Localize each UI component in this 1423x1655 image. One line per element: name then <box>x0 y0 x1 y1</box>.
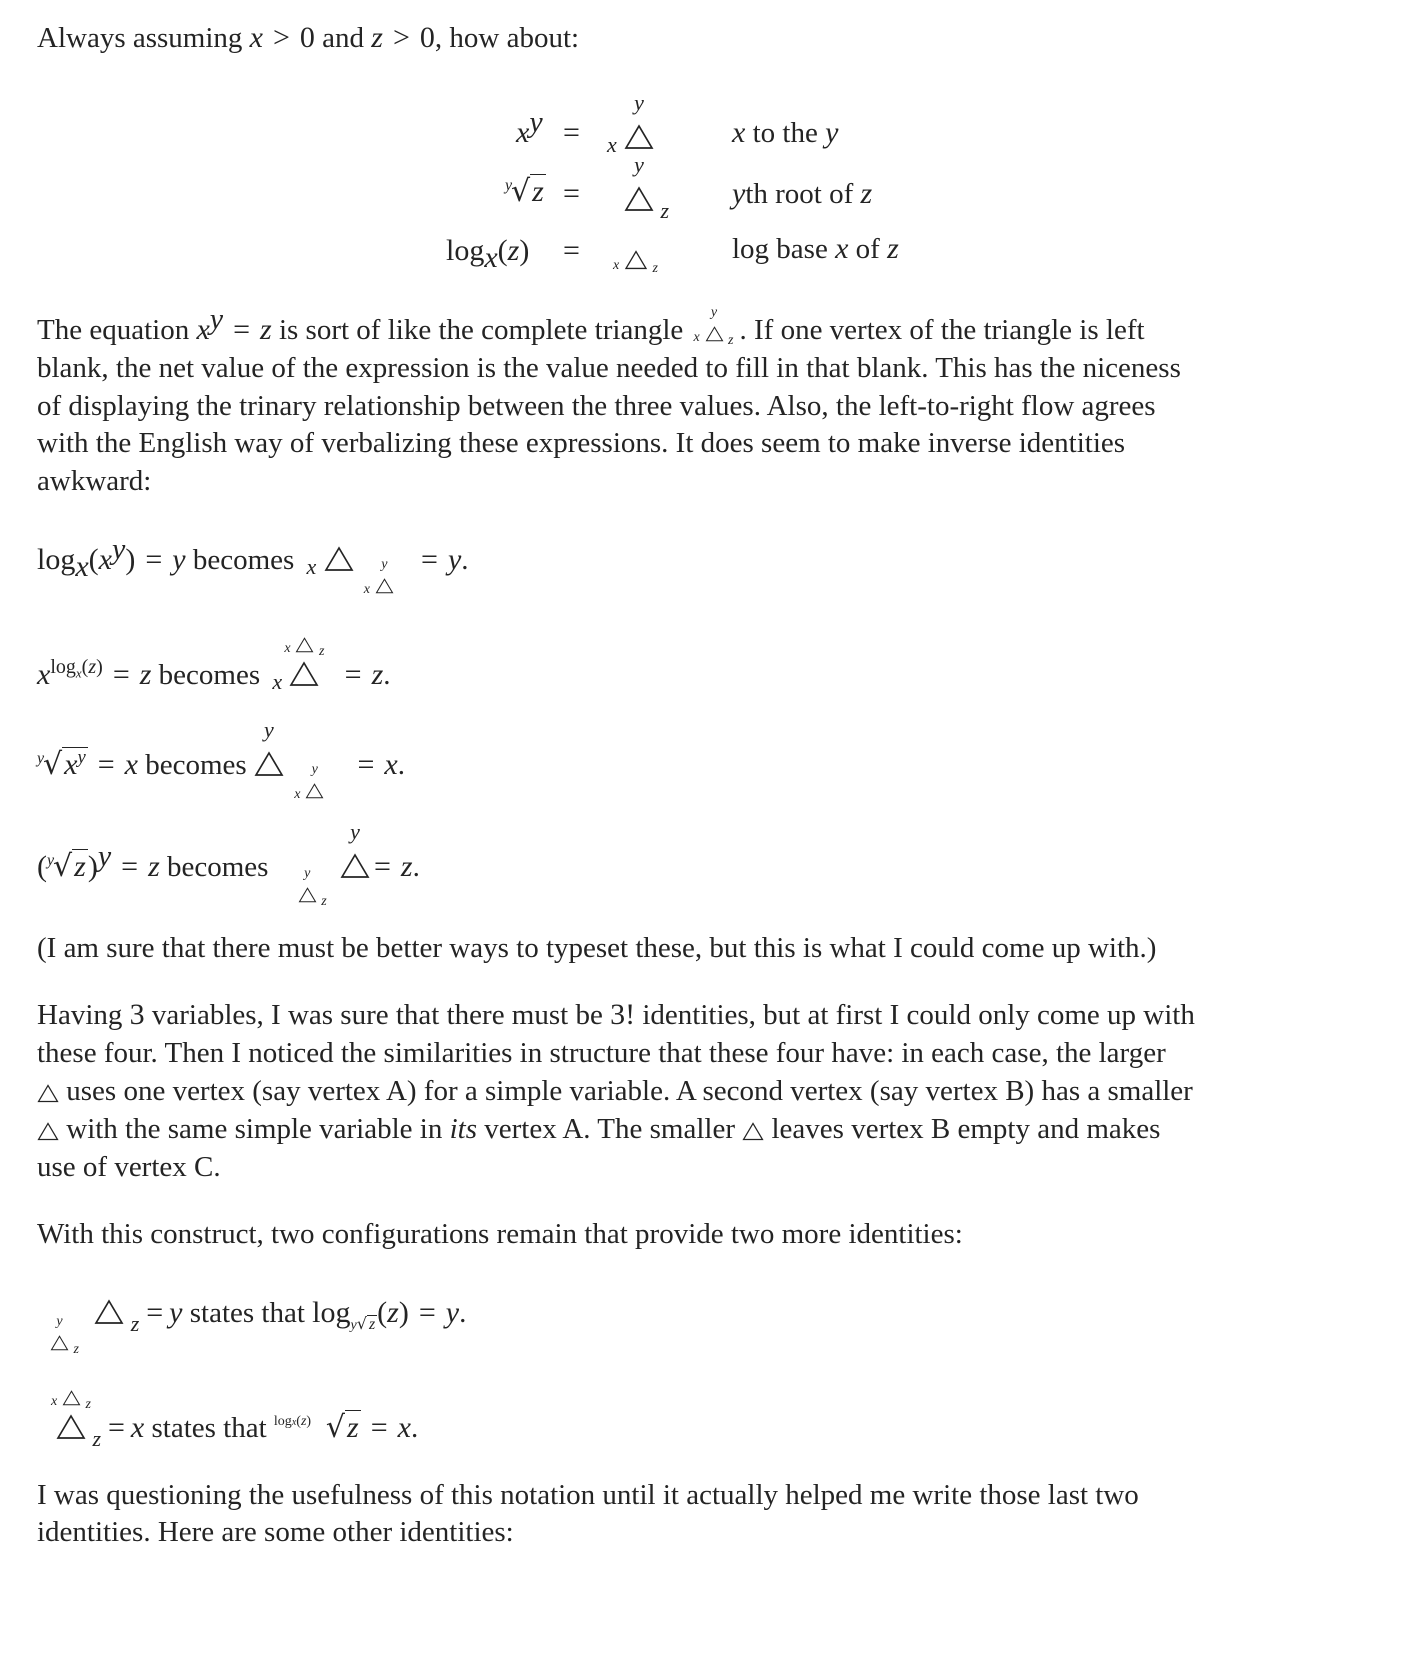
radical-icon: √ <box>43 747 63 782</box>
math-op: > <box>392 21 410 54</box>
paragraph-line: of displaying the trinary relationship between the three values. Also, the left-to-right flow agrees <box>37 390 1156 422</box>
math-var: z <box>371 21 383 54</box>
math-var: y <box>209 302 224 336</box>
text: becomes <box>192 544 295 576</box>
paragraph-line <box>37 1072 1193 1110</box>
triangle-icon <box>94 1299 140 1336</box>
triangle-log <box>613 238 658 278</box>
math-var: z <box>88 656 97 679</box>
paren: ) <box>519 234 530 267</box>
triangle-icon <box>693 305 734 348</box>
math-var: x <box>64 748 78 781</box>
paragraph-line: with the English way of verbalizing these expressions. It does seem to make inverse identities <box>37 427 1126 459</box>
vertex-left: x <box>613 258 620 273</box>
equals: = <box>146 1296 164 1329</box>
paragraph-line <box>37 1110 1160 1148</box>
paragraph-line: awkward: <box>37 465 152 497</box>
root-index: y <box>37 750 45 767</box>
radical-icon: √ <box>53 849 73 884</box>
text: becomes <box>145 749 247 781</box>
paren: ) <box>398 1296 409 1329</box>
text: states that <box>189 1297 305 1329</box>
root-index <box>274 1403 311 1442</box>
paren: ) <box>306 1414 312 1429</box>
lhs-root <box>505 172 546 212</box>
vertex-left: x <box>294 787 301 802</box>
text: identities, but at first I could only come up with <box>642 999 1195 1031</box>
text: states that <box>151 1412 267 1444</box>
paragraph-4: With this construct, two configurations remain that provide two more identities: <box>37 1218 963 1250</box>
text: of <box>855 233 880 265</box>
vertex-top: y <box>56 1314 63 1329</box>
math-var: y <box>529 105 543 139</box>
paragraph-line: identities. Here are some other identities: <box>37 1516 514 1548</box>
paren: ( <box>81 656 89 679</box>
vertex-top: y <box>311 762 318 777</box>
paren: ( <box>497 234 508 267</box>
paren: ( <box>88 543 99 576</box>
paragraph-2: (I am sure that there must be better ways to typeset these, but this is what I could come up with.) <box>37 932 1157 964</box>
math-var: z <box>387 1296 399 1329</box>
vertex-left: x <box>607 132 617 157</box>
paragraph-line <box>37 996 1195 1034</box>
math-var: z <box>400 850 413 883</box>
math-var: x <box>75 549 89 583</box>
math-var: y <box>112 532 126 566</box>
math-var: z <box>260 313 272 346</box>
math-var: y <box>825 116 839 149</box>
text: and <box>322 22 365 54</box>
emphasis: its <box>449 1113 477 1145</box>
math-var: z <box>139 658 152 691</box>
triangle-icon <box>51 1394 101 1451</box>
inner-triangle-icon <box>298 866 327 909</box>
math-fn: log <box>37 543 76 576</box>
period: . <box>410 1412 419 1444</box>
equals: = <box>421 543 438 576</box>
math-var: x <box>516 116 530 149</box>
math-op: > <box>273 21 290 54</box>
vertex-top: y <box>350 819 360 844</box>
math-fn: log <box>273 1414 292 1429</box>
root-index: y <box>505 177 513 194</box>
math-var: x <box>75 665 82 681</box>
math-var: z <box>532 175 544 208</box>
radical <box>505 172 546 212</box>
paragraph-line: blank, the net value of the expression is the value needed to fill in that blank. This has the niceness <box>37 352 1181 384</box>
triangle-icon <box>340 819 370 879</box>
math-var: z <box>371 658 384 691</box>
math-var: x <box>291 1417 297 1428</box>
equals: = <box>108 1411 125 1444</box>
vertex-left: x <box>284 641 291 656</box>
math-var: y <box>445 1296 460 1329</box>
radicand <box>62 747 88 781</box>
inner-triangle-icon <box>294 762 324 802</box>
text: becomes <box>167 851 269 883</box>
paragraph-line <box>37 302 1145 349</box>
equals: = <box>563 234 580 267</box>
vertex-right: z <box>73 1342 79 1357</box>
math-var: y <box>169 1296 183 1329</box>
vertex-left: x <box>51 1394 58 1409</box>
equals: = <box>97 748 115 781</box>
lhs-log <box>446 231 530 274</box>
triangle-icon <box>742 1122 764 1141</box>
reading-power <box>732 113 838 153</box>
equals: = <box>344 658 362 691</box>
paren: ( <box>37 850 47 883</box>
vertex-right: z <box>652 261 658 276</box>
identity-power-root <box>37 819 420 909</box>
equals: = <box>233 313 251 346</box>
math-var: z <box>148 850 160 883</box>
identity-power-log <box>37 641 391 694</box>
text: Having <box>37 999 123 1031</box>
math-num: 3 <box>129 998 145 1031</box>
math-fn: log <box>50 656 76 679</box>
triangle-icon <box>306 546 354 579</box>
math-var: x <box>484 240 498 274</box>
inner-triangle-icon <box>363 557 394 597</box>
log-base-radical <box>350 1313 378 1333</box>
paren: ( <box>377 1296 388 1329</box>
paragraph-line: use of vertex C. <box>37 1151 221 1183</box>
paragraph-line: I was questioning the usefulness of this notation until it actually helped me write those last two <box>37 1479 1139 1511</box>
root-index: y <box>350 1317 357 1333</box>
paren: ( <box>296 1414 301 1429</box>
vertex-right: z <box>85 1397 91 1412</box>
math-var: y <box>732 177 746 210</box>
paragraph-line: these four. Then I noticed the similarities in structure that these four have: in each case, the larger <box>37 1037 1166 1069</box>
vertex-top: y <box>381 557 388 572</box>
math-var: z <box>860 177 873 210</box>
radical <box>37 746 88 784</box>
text: becomes <box>158 659 261 691</box>
vertex-right: z <box>318 644 325 659</box>
period: . <box>397 749 405 781</box>
identity-root-power <box>37 717 405 802</box>
math-var: z <box>507 234 520 267</box>
text: uses one vertex (say vertex A) for a simple variable. A second vertex (say vertex B) has a smaller <box>66 1075 1193 1107</box>
equals: = <box>370 1411 388 1444</box>
math-fn: log <box>312 1296 351 1329</box>
math-var: z <box>300 1414 307 1429</box>
math-fn: log <box>446 234 485 267</box>
math-var: x <box>37 658 51 691</box>
triangle-icon <box>37 1084 59 1103</box>
math-num: 0 <box>299 21 315 54</box>
identity-root-log <box>51 1394 419 1451</box>
text: leaves vertex B empty and makes <box>771 1113 1161 1145</box>
equals: = <box>563 116 580 149</box>
text: to the <box>752 117 818 149</box>
equals: = <box>112 658 130 691</box>
math-var: y <box>172 543 186 576</box>
vertex-left: x <box>363 582 371 597</box>
period: . <box>459 1297 467 1329</box>
period: . <box>461 544 469 576</box>
vertex-top: y <box>304 866 311 881</box>
vertex-top: y <box>634 90 644 115</box>
equals: = <box>145 543 163 576</box>
reading-root <box>732 174 872 214</box>
text: The equation <box>37 314 190 346</box>
intro-line <box>37 19 579 57</box>
identity-log-power <box>37 532 469 597</box>
exponent <box>50 656 103 681</box>
inner-triangle-icon <box>284 637 325 659</box>
vertex-left: x <box>272 669 283 694</box>
radical <box>274 1409 361 1447</box>
math-var: z <box>74 850 86 883</box>
text: th root of <box>745 178 854 210</box>
vertex-right: z <box>130 1311 140 1336</box>
lhs-power <box>516 105 543 153</box>
triangle-icon <box>272 641 325 694</box>
vertex-right: z <box>92 1426 101 1451</box>
equals: = <box>563 177 580 210</box>
equals: = <box>121 850 139 883</box>
inner-triangle-icon <box>50 1314 79 1357</box>
text: with the same simple variable in <box>66 1113 443 1145</box>
text: vertex A. The smaller <box>484 1113 735 1145</box>
equals: = <box>418 1296 436 1329</box>
math-var: y <box>77 747 86 768</box>
math-var: x <box>124 748 138 781</box>
vertex-top: y <box>634 152 644 177</box>
text: Always assuming <box>37 22 243 54</box>
text: variables, I was sure that there must be <box>151 999 603 1031</box>
triangle-root <box>624 152 669 223</box>
math-var: y <box>97 839 112 873</box>
vertex-right: z <box>321 894 327 909</box>
triangle-icon <box>613 250 658 276</box>
radical-icon: √ <box>356 1313 367 1333</box>
math-var: y <box>447 543 462 576</box>
inner-triangle-icon <box>51 1390 91 1412</box>
math-num: 0 <box>419 21 435 54</box>
math-var: z <box>368 1315 376 1333</box>
text: log base <box>732 233 828 265</box>
radical-icon: √ <box>325 1410 346 1445</box>
radical <box>47 848 88 886</box>
equals: = <box>373 850 391 883</box>
math-var: x <box>130 1411 145 1444</box>
math-var: z <box>347 1411 359 1444</box>
text: is sort of like the complete triangle <box>278 314 684 346</box>
root-index: y <box>47 852 55 869</box>
math-var: x <box>98 543 112 576</box>
paren: ) <box>125 543 136 576</box>
math-var: x <box>835 232 849 265</box>
paren: ) <box>87 850 98 883</box>
math-num: 3! <box>610 998 636 1031</box>
equals: = <box>357 748 375 781</box>
triangle-icon <box>624 152 669 223</box>
triangle-icon <box>254 717 284 777</box>
period: . <box>383 659 391 691</box>
vertex-top: y <box>710 305 718 320</box>
vertex-left: x <box>306 554 317 579</box>
text: . If one vertex of the triangle is left <box>739 314 1145 346</box>
identity-log-root <box>50 1294 467 1357</box>
math-var: x <box>249 21 263 54</box>
text: , how about: <box>434 22 580 54</box>
reading-log <box>732 229 899 269</box>
math-var: x <box>732 116 746 149</box>
paren: ) <box>96 656 103 679</box>
triangle-icon <box>607 90 654 157</box>
vertex-top: y <box>264 717 274 742</box>
vertex-left: x <box>693 330 700 345</box>
vertex-right: z <box>660 198 669 223</box>
radical-icon: √ <box>511 174 531 209</box>
triangle-icon <box>37 1122 59 1141</box>
math-var: x <box>384 748 398 781</box>
vertex-right: z <box>728 333 734 348</box>
math-var: z <box>887 232 899 265</box>
period: . <box>412 851 420 883</box>
math-var: x <box>196 313 210 346</box>
math-var: x <box>397 1411 411 1444</box>
